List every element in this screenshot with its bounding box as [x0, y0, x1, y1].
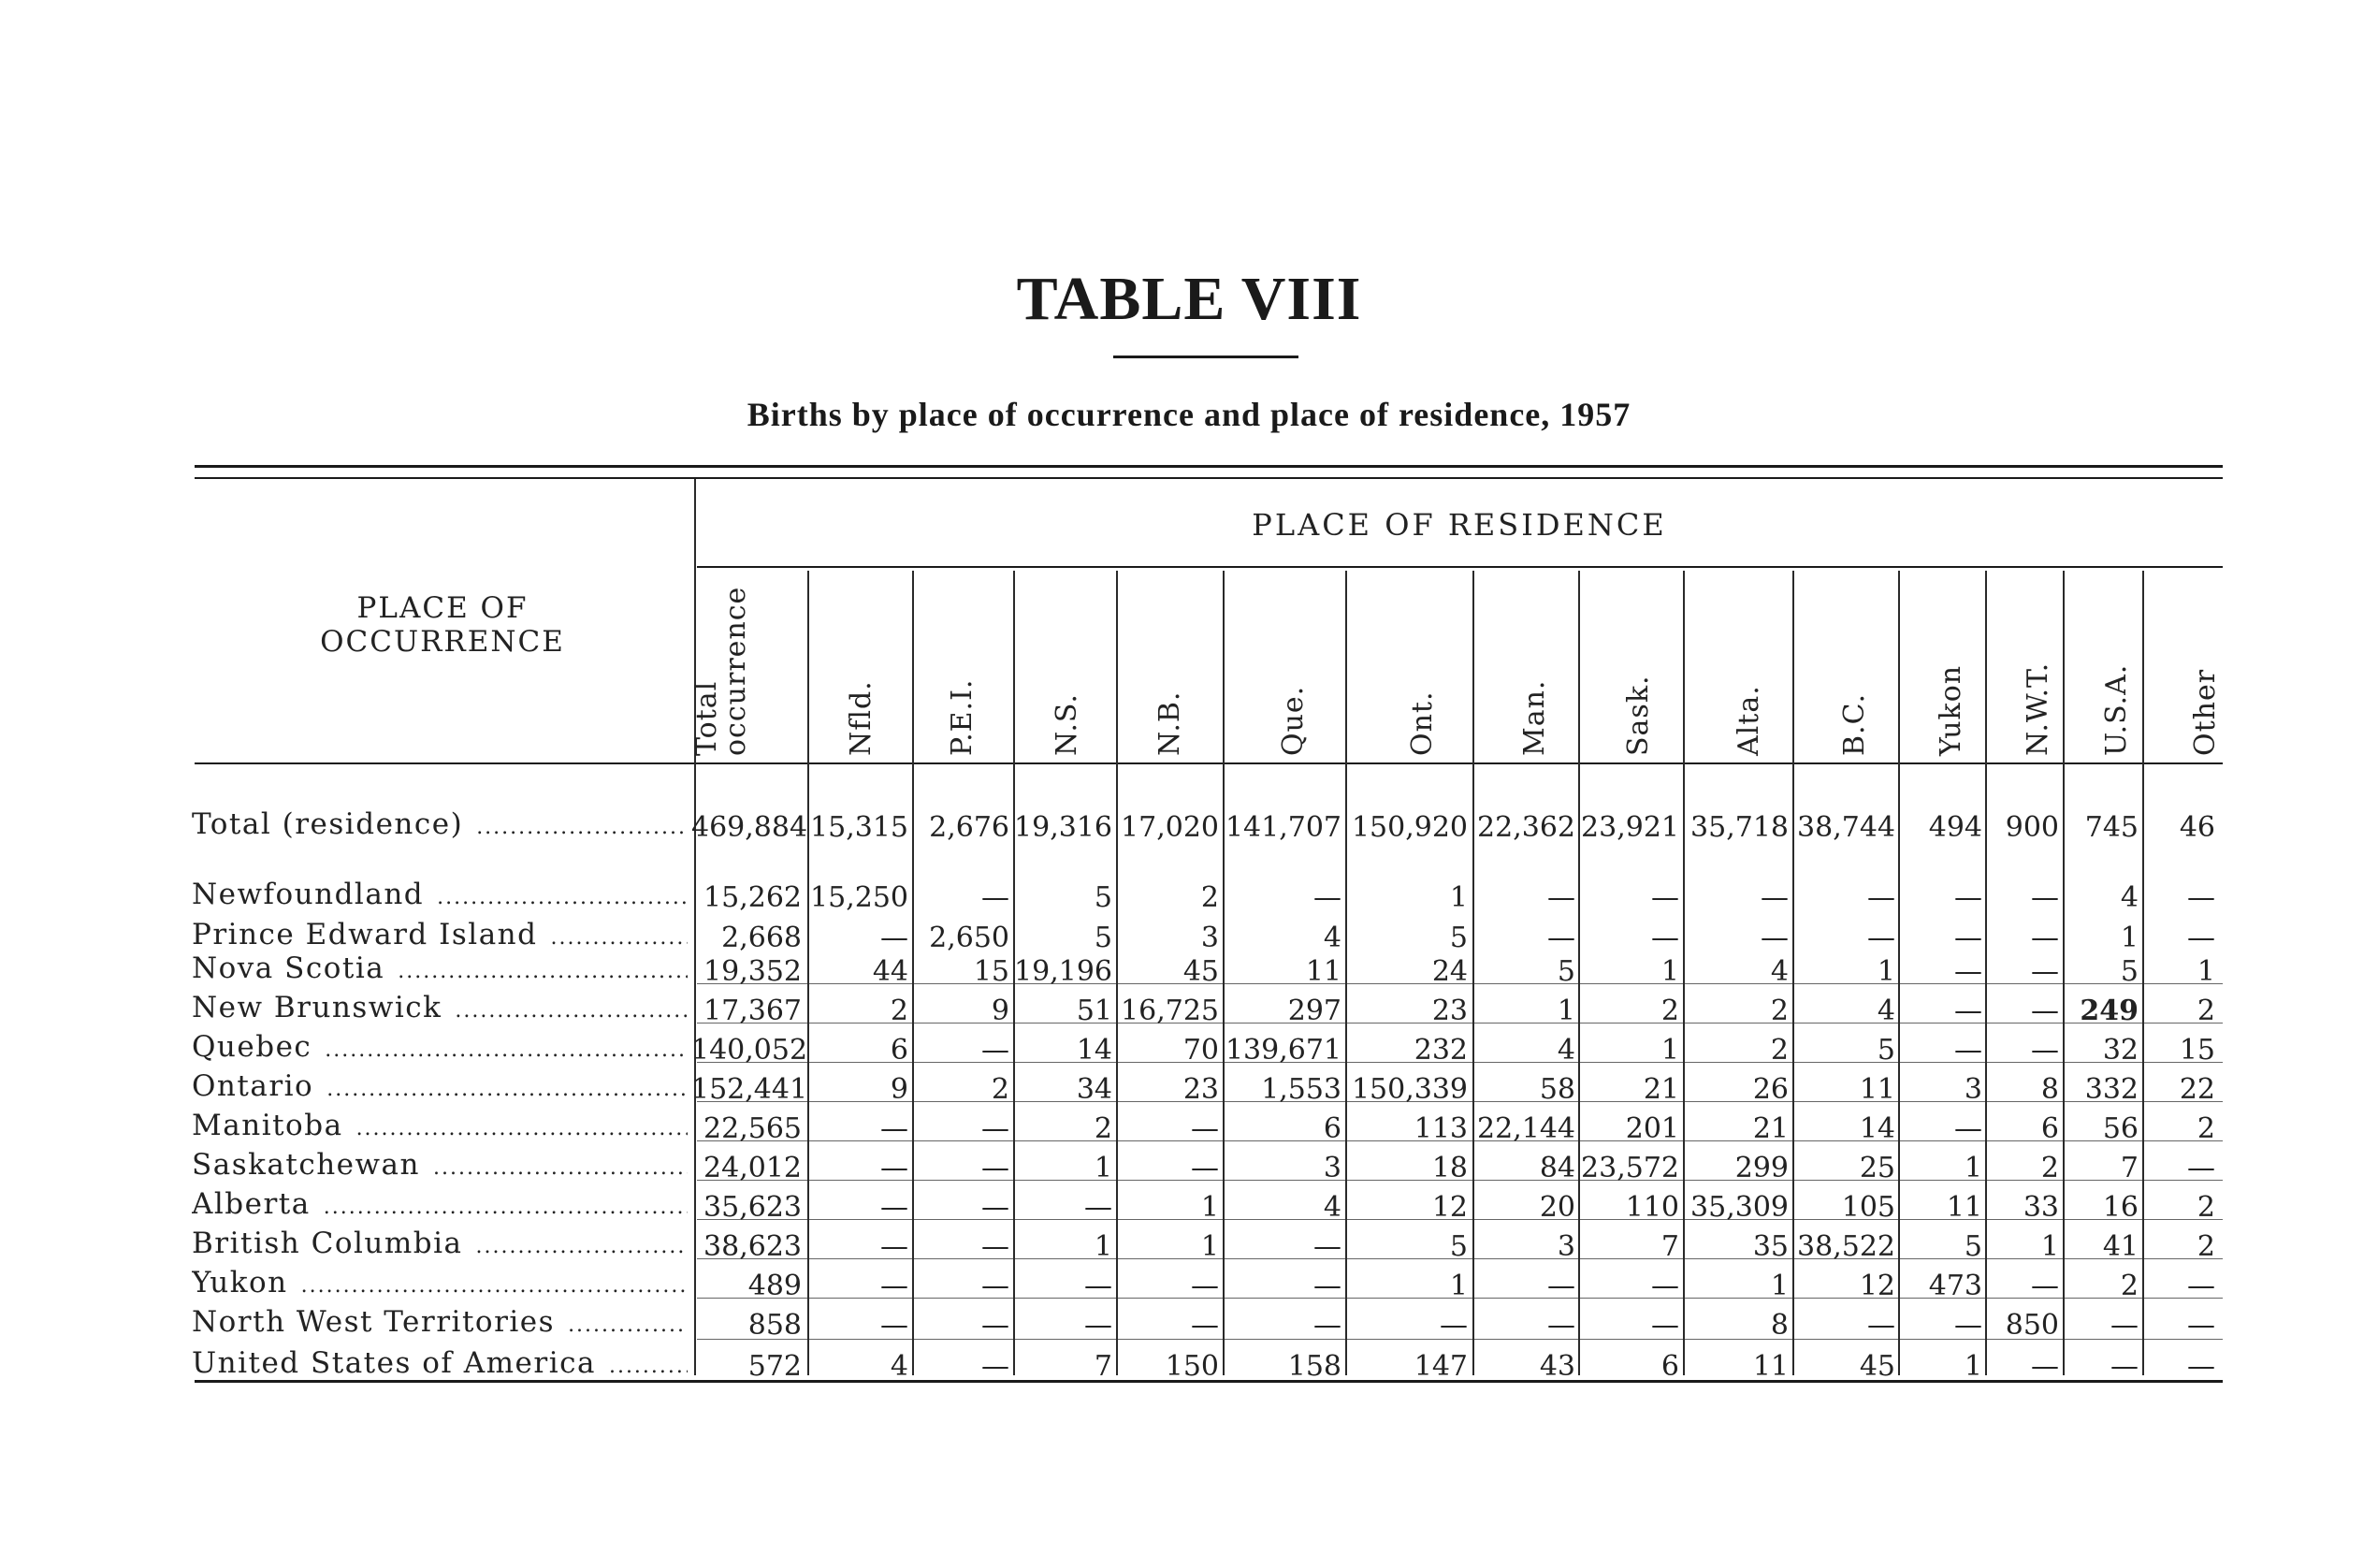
table-cell: 1 [2120, 922, 2139, 954]
table-cell: 15,250 [810, 881, 908, 914]
table-cell: 84 [1539, 1152, 1575, 1184]
table-cell: — [1547, 1309, 1575, 1342]
row-label: British Columbia ..... [192, 1227, 688, 1260]
table-cell: 15 [973, 955, 1009, 988]
table-cell: 21 [1752, 1112, 1789, 1145]
row-label: Prince Edward Island ..... [192, 918, 688, 951]
table-cell: 150 [1165, 1350, 1219, 1383]
table-cell: 141,707 [1225, 811, 1341, 844]
column-header-usa: U.S.A. [2100, 663, 2133, 756]
column-header-other: Other [2189, 668, 2222, 756]
table-cell: 1 [1877, 955, 1895, 988]
total-row-label: Total (residence) ..... [192, 807, 688, 841]
table-cell: 9 [890, 1073, 908, 1106]
table-cell: — [981, 1112, 1009, 1145]
table-cell: 1 [1964, 1350, 1982, 1383]
table-cell: 1 [1964, 1152, 1982, 1184]
table-cell: 8 [2040, 1073, 2059, 1106]
table-cell: 16 [2102, 1191, 2139, 1224]
table-cell: 3 [1557, 1230, 1575, 1263]
table-cell: — [2031, 881, 2059, 914]
table-cell: 2 [2040, 1152, 2059, 1184]
table-cell: 249 [2080, 995, 2139, 1027]
table-cell: 232 [1414, 1034, 1468, 1067]
table-cell: 2 [1770, 1034, 1789, 1067]
column-header-man: Man. [1518, 679, 1551, 756]
table-cell: 489 [747, 1270, 802, 1302]
table-cell: 2 [2197, 995, 2215, 1027]
table-cell: 858 [747, 1309, 802, 1342]
table-cell: — [1313, 1230, 1341, 1263]
table-cell: 2 [1200, 881, 1219, 914]
table-cell: 5 [1449, 922, 1468, 954]
table-cell: 113 [1414, 1112, 1468, 1145]
table-cell: 1 [1557, 995, 1575, 1027]
table-cell: 1 [1660, 1034, 1679, 1067]
table-cell: 850 [2005, 1309, 2059, 1342]
table-cell: 900 [2005, 811, 2059, 844]
table-cell: 139,671 [1225, 1034, 1341, 1067]
table-cell: 105 [1841, 1191, 1895, 1224]
column-header-yukon: Yukon [1935, 664, 1967, 756]
column-header-nfld: Nfld. [845, 680, 877, 756]
table-cell: 5 [1877, 1034, 1895, 1067]
table-cell: 2 [1094, 1112, 1112, 1145]
table-cell: 1 [2197, 955, 2215, 988]
table-cell: 23 [1431, 995, 1468, 1027]
table-cell: 2 [991, 1073, 1009, 1106]
table-cell: 299 [1734, 1152, 1789, 1184]
table-cell: 5 [1557, 955, 1575, 988]
table-cell: 23,921 [1581, 811, 1679, 844]
table-cell: — [1954, 1309, 1982, 1342]
table-title: TABLE VIII [1016, 265, 1362, 333]
table-cell: 51 [1076, 995, 1112, 1027]
table-cell: 2 [1660, 995, 1679, 1027]
row-label: Newfoundland ..... [192, 878, 688, 911]
table-cell: 12 [1859, 1270, 1895, 1302]
table-cell: 19,352 [703, 955, 802, 988]
table-cell: — [2187, 922, 2215, 954]
table-cell: 1 [1094, 1230, 1112, 1263]
row-label: Nova Scotia ..... [192, 951, 688, 985]
row-label: Ontario ..... [192, 1069, 688, 1103]
table-cell: — [1651, 1270, 1679, 1302]
table-cell: — [1084, 1309, 1112, 1342]
table-cell: 7 [1094, 1350, 1112, 1383]
table-cell: — [981, 1230, 1009, 1263]
table-cell: 5 [1964, 1230, 1982, 1263]
table-cell: 201 [1625, 1112, 1679, 1145]
table-cell: 19,196 [1014, 955, 1112, 988]
table-cell: 745 [2084, 811, 2139, 844]
table-cell: — [2031, 1350, 2059, 1383]
column-header-line: occurrence [719, 586, 752, 756]
table-cell: — [1954, 1034, 1982, 1067]
table-cell: 22,362 [1477, 811, 1575, 844]
column-header-total [692, 587, 750, 756]
table-cell: — [880, 1152, 908, 1184]
table-cell: 24,012 [703, 1152, 802, 1184]
table-cell: — [2031, 922, 2059, 954]
table-cell: 6 [1660, 1350, 1679, 1383]
table-cell: — [2187, 1152, 2215, 1184]
table-cell: 16,725 [1121, 995, 1219, 1027]
table-cell: 18 [1431, 1152, 1468, 1184]
table-cell: 297 [1287, 995, 1341, 1027]
column-header-nb: N.B. [1153, 690, 1186, 756]
table-cell: — [1313, 1309, 1341, 1342]
table-cell: 6 [890, 1034, 908, 1067]
table-cell: 158 [1287, 1350, 1341, 1383]
table-cell: 11 [1859, 1073, 1895, 1106]
table-cell: 15 [2179, 1034, 2215, 1067]
table-cell: 1 [2040, 1230, 2059, 1263]
table-cell: — [880, 1230, 908, 1263]
table-cell: 150,339 [1351, 1073, 1468, 1106]
table-cell: — [1954, 995, 1982, 1027]
table-cell: 3 [1200, 922, 1219, 954]
table-cell: — [880, 1191, 908, 1224]
table-cell: — [1547, 1270, 1575, 1302]
table-cell: — [1954, 1112, 1982, 1145]
table-cell: 58 [1539, 1073, 1575, 1106]
table-cell: — [1651, 922, 1679, 954]
table-cell: 5 [1094, 881, 1112, 914]
table-cell: — [981, 1270, 1009, 1302]
column-header-ns: N.S. [1051, 693, 1083, 756]
table-cell: — [1761, 881, 1789, 914]
table-cell: 4 [890, 1350, 908, 1383]
column-header-que: Que. [1277, 685, 1310, 756]
table-cell: 8 [1770, 1309, 1789, 1342]
table-cell: 22,565 [703, 1112, 802, 1145]
table-cell: 15,262 [703, 881, 802, 914]
table-cell: 4 [1557, 1034, 1575, 1067]
table-cell: — [981, 881, 1009, 914]
table-cell: 5 [2120, 955, 2139, 988]
table-cell: 150,920 [1351, 811, 1468, 844]
table-cell: 23,572 [1581, 1152, 1679, 1184]
table-cell: 22,144 [1477, 1112, 1575, 1145]
table-cell: — [981, 1350, 1009, 1383]
table-cell: 1,553 [1261, 1073, 1341, 1106]
table-cell: 1 [1094, 1152, 1112, 1184]
table-cell: 19,316 [1014, 811, 1112, 844]
table-cell: — [1547, 922, 1575, 954]
table-cell: — [2110, 1350, 2139, 1383]
table-cell: 9 [991, 995, 1009, 1027]
stub-header-line-2: OCCURRENCE [320, 625, 565, 659]
table-cell: — [1313, 881, 1341, 914]
table-cell: 41 [2102, 1230, 2139, 1263]
column-header-pei: P.E.I. [946, 678, 979, 756]
column-header-nwt: N.W.T. [2022, 661, 2054, 756]
table-cell: — [2031, 1270, 2059, 1302]
table-cell: 494 [1928, 811, 1982, 844]
table-cell: 6 [2040, 1112, 2059, 1145]
table-cell: 2,668 [721, 922, 802, 954]
table-cell: — [1084, 1191, 1112, 1224]
table-cell: — [880, 922, 908, 954]
table-cell: 2,676 [929, 811, 1009, 844]
table-cell: 34 [1076, 1073, 1112, 1106]
row-label: Alberta ..... [192, 1187, 688, 1221]
table-cell: — [1440, 1309, 1468, 1342]
table-cell: 473 [1928, 1270, 1982, 1302]
table-subtitle: Births by place of occurrence and place of residence, 1957 [747, 396, 1631, 433]
table-cell: — [1084, 1270, 1112, 1302]
table-cell: 38,522 [1797, 1230, 1895, 1263]
stub-header [195, 591, 690, 659]
table-cell: 332 [2084, 1073, 2139, 1106]
table-cell: — [1191, 1309, 1219, 1342]
table-cell: — [880, 1112, 908, 1145]
table-cell: 35 [1752, 1230, 1789, 1263]
table-cell: — [981, 1191, 1009, 1224]
table-cell: 11 [1752, 1350, 1789, 1383]
table-cell: 15,315 [810, 811, 908, 844]
table-cell: 56 [2102, 1112, 2139, 1145]
table-cell: 20 [1539, 1191, 1575, 1224]
table-cell: 44 [872, 955, 908, 988]
table-cell: 26 [1752, 1073, 1789, 1106]
table-cell: 24 [1431, 955, 1468, 988]
table-cell: — [1954, 955, 1982, 988]
table-cell: 11 [1305, 955, 1341, 988]
table-cell: 14 [1859, 1112, 1895, 1145]
table-cell: 6 [1323, 1112, 1341, 1145]
table-cell: 17,367 [703, 995, 802, 1027]
table-cell: 3 [1964, 1073, 1982, 1106]
table-cell: 35,309 [1690, 1191, 1789, 1224]
table-cell: 45 [1859, 1350, 1895, 1383]
table-cell: — [2187, 881, 2215, 914]
stub-header-line-1: PLACE OF [356, 591, 529, 625]
table-cell: — [1761, 922, 1789, 954]
table-cell: 46 [2179, 811, 2215, 844]
row-label: United States of America ..... [192, 1346, 688, 1380]
table-cell: 21 [1643, 1073, 1679, 1106]
row-label: New Brunswick ..... [192, 991, 688, 1024]
table-cell: 45 [1182, 955, 1219, 988]
table-cell: 152,441 [691, 1073, 808, 1106]
table-cell: 22 [2179, 1073, 2215, 1106]
table-cell: — [2187, 1309, 2215, 1342]
table-cell: — [1191, 1270, 1219, 1302]
table-cell: — [1547, 881, 1575, 914]
row-label: Saskatchewan ..... [192, 1148, 688, 1182]
table-cell: — [1191, 1152, 1219, 1184]
column-header-alta: Alta. [1733, 685, 1765, 756]
table-cell: — [2187, 1270, 2215, 1302]
table-cell: — [880, 1309, 908, 1342]
row-label: Manitoba ..... [192, 1109, 688, 1142]
table-cell: — [1867, 1309, 1895, 1342]
column-header-sask: Sask. [1622, 675, 1655, 756]
table-cell: 147 [1414, 1350, 1468, 1383]
row-label: North West Territories ..... [192, 1305, 688, 1339]
table-cell: 23 [1182, 1073, 1219, 1106]
table-cell: 38,744 [1797, 811, 1895, 844]
table-cell: 33 [2023, 1191, 2059, 1224]
row-label: Quebec ..... [192, 1030, 688, 1064]
table-cell: — [1954, 922, 1982, 954]
table-cell: 35,718 [1690, 811, 1789, 844]
table-cell: 5 [1449, 1230, 1468, 1263]
table-cell: 14 [1076, 1034, 1112, 1067]
table-cell: 2 [2197, 1230, 2215, 1263]
table-cell: 7 [2120, 1152, 2139, 1184]
table-cell: 2,650 [929, 922, 1009, 954]
table-cell: 12 [1431, 1191, 1468, 1224]
table-cell: — [2187, 1350, 2215, 1383]
table-cell: 1 [1449, 1270, 1468, 1302]
table-cell: — [2031, 995, 2059, 1027]
table-cell: — [2031, 955, 2059, 988]
table-cell: — [981, 1152, 1009, 1184]
group-header-rule [697, 566, 2223, 568]
table-cell: 43 [1539, 1350, 1575, 1383]
table-cell: — [1651, 881, 1679, 914]
table-cell: — [981, 1309, 1009, 1342]
table-cell: 35,623 [703, 1191, 802, 1224]
row-label: Yukon ..... [192, 1266, 688, 1299]
table-cell: 2 [2197, 1191, 2215, 1224]
header-bottom-rule [195, 762, 2223, 764]
table-cell: 25 [1859, 1152, 1895, 1184]
table-cell: 1 [1200, 1191, 1219, 1224]
table-cell: — [2031, 1034, 2059, 1067]
table-cell: 3 [1323, 1152, 1341, 1184]
table-cell: 38,623 [703, 1230, 802, 1263]
table-cell: 2 [890, 995, 908, 1027]
column-header-bc: B.C. [1838, 692, 1871, 756]
top-rule-2 [195, 477, 2223, 479]
table-cell: 17,020 [1121, 811, 1219, 844]
table-cell: 1 [1770, 1270, 1789, 1302]
table-cell: 70 [1182, 1034, 1219, 1067]
table-cell: 469,884 [691, 811, 808, 844]
table-cell: — [1867, 881, 1895, 914]
table-cell: — [1867, 922, 1895, 954]
table-cell: 32 [2102, 1034, 2139, 1067]
table-cell: 140,052 [691, 1034, 808, 1067]
table-cell: 5 [1094, 922, 1112, 954]
table-cell: — [1313, 1270, 1341, 1302]
table-cell: 4 [1323, 922, 1341, 954]
table-cell: 4 [1323, 1191, 1341, 1224]
table-cell: 2 [1770, 995, 1789, 1027]
column-header-ont: Ont. [1406, 690, 1439, 756]
title-underline [1113, 356, 1298, 358]
table-cell: — [1191, 1112, 1219, 1145]
table-cell: — [880, 1270, 908, 1302]
top-rule-1 [195, 465, 2223, 468]
group-header: PLACE OF RESIDENCE [1252, 507, 1667, 543]
table-cell: 11 [1946, 1191, 1982, 1224]
table-cell: 572 [747, 1350, 802, 1383]
table-cell: 110 [1625, 1191, 1679, 1224]
table-cell: 2 [2120, 1270, 2139, 1302]
table-cell: 4 [1877, 995, 1895, 1027]
table-cell: — [981, 1034, 1009, 1067]
table-cell: 1 [1660, 955, 1679, 988]
table-cell: — [1954, 881, 1982, 914]
table-cell: 2 [2197, 1112, 2215, 1145]
column-header-line: Total [690, 680, 723, 756]
table-cell: 1 [1449, 881, 1468, 914]
table-cell: — [2110, 1309, 2139, 1342]
table-cell: 7 [1660, 1230, 1679, 1263]
table-cell: — [1651, 1309, 1679, 1342]
table-cell: 4 [2120, 881, 2139, 914]
table-cell: 4 [1770, 955, 1789, 988]
table-cell: 1 [1200, 1230, 1219, 1263]
